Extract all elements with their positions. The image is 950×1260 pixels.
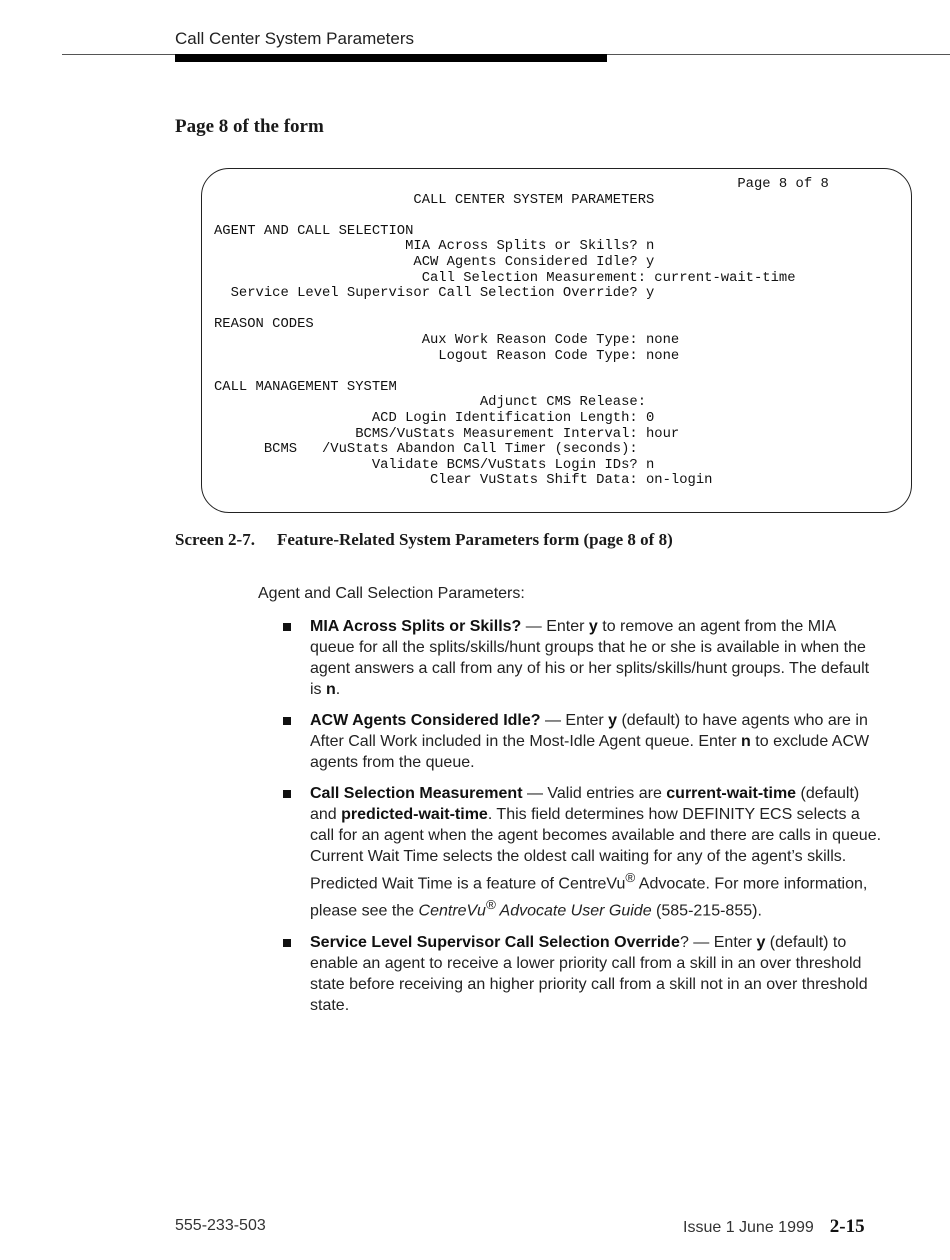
- text: (default) and: [310, 785, 860, 823]
- text: Advocate. For more information, please see the: [310, 875, 868, 920]
- value: y: [756, 933, 766, 951]
- list-item-call-selection: [283, 783, 883, 922]
- list-item-mia: [283, 616, 883, 700]
- value: predicted-wait-time: [341, 806, 488, 823]
- caption-number: Screen 2-7.: [175, 530, 255, 549]
- page-number: 2-15: [829, 1216, 865, 1237]
- text: . This field determines how DEFINITY ECS selects a call for an agent when the agent becomes available and there are calls in queue. Current Wait Time selects the oldest call waiting for any of the agent’s skills. Predicted Wait Time is a feature of CentreVu: [310, 806, 882, 893]
- term: MIA Across Splits or Skills?: [310, 618, 522, 635]
- value: current-wait-time: [666, 785, 797, 802]
- registered-mark: ®: [485, 897, 496, 913]
- list-item-acw: [283, 710, 883, 773]
- term: Call Selection Measurement: [310, 785, 523, 802]
- bullet-square-icon: [283, 623, 291, 631]
- value: y: [608, 712, 618, 729]
- text: — Enter: [521, 618, 589, 635]
- value: y: [588, 618, 598, 635]
- registered-mark: ®: [625, 870, 636, 885]
- caption-text: Feature-Related System Parameters form (page 8 of 8): [277, 530, 673, 549]
- running-head: Call Center System Parameters: [175, 29, 415, 48]
- value: n: [741, 733, 751, 750]
- screen-form-text: Page 8 of 8 CALL CENTER SYSTEM PARAMETERS AGENT AND CALL SELECTION MIA Across Splits or Skills? n ACW Agents Considered Idle? y Call Selection Measurement: current-wait-time Service Level Supervisor Call Selection Override? y REASON CODES Aux Work Reason Code Type: none Logout Reason Code Type: none CALL MANAGEMENT SYSTEM Adjunct CMS Release: ACD Login Identification Length: 0 BCMS/VuStats Measurement Interval: hour BCMS /VuStats Abandon Call Timer (seconds): Validate BCMS/VuStats Login IDs? n Clear VuStats Shift Data: on-login: [214, 176, 829, 489]
- text: (585-215-855).: [651, 902, 762, 920]
- text: to remove an agent from the MIA queue for all the splits/skills/hunt groups that he or she is available in when the agent answers a call from any of his or her splits/skills/hunt groups. The default is: [310, 618, 870, 698]
- footer-right: [683, 1216, 865, 1238]
- footer-issue: Issue 1 June 1999: [683, 1219, 814, 1236]
- intro-text: Agent and Call Selection Parameters:: [258, 585, 525, 602]
- text: — Valid entries are: [522, 785, 667, 802]
- text: (default) to have agents who are in After Call Work included in the Most-Idle Agent queue. Enter: [310, 712, 868, 750]
- book-title: Advocate User Guide: [495, 902, 652, 920]
- parameter-list: [283, 616, 883, 1026]
- text: — Enter: [540, 712, 609, 729]
- text: ? — Enter: [679, 933, 757, 951]
- section-title: Page 8 of the form: [175, 116, 324, 137]
- text: to exclude ACW agents from the queue.: [310, 733, 870, 771]
- term: ACW Agents Considered Idle?: [310, 712, 541, 729]
- list-item-service-level: [283, 932, 883, 1016]
- book-title: CentreVu: [418, 902, 486, 920]
- bullet-square-icon: [283, 939, 291, 947]
- footer-doc-number: 555-233-503: [175, 1217, 266, 1234]
- value: n: [326, 681, 336, 698]
- text: (default) to enable an agent to receive a lower priority call from a skill in an over threshold state before receiving an higher priority call from a skill not in an over threshold state.: [310, 933, 868, 1014]
- header-rule-thick: [175, 54, 607, 62]
- bullet-square-icon: [283, 717, 291, 725]
- text: .: [335, 681, 341, 698]
- bullet-square-icon: [283, 790, 291, 798]
- term: Service Level Supervisor Call Selection Override: [310, 933, 680, 951]
- screen-caption: [175, 530, 673, 550]
